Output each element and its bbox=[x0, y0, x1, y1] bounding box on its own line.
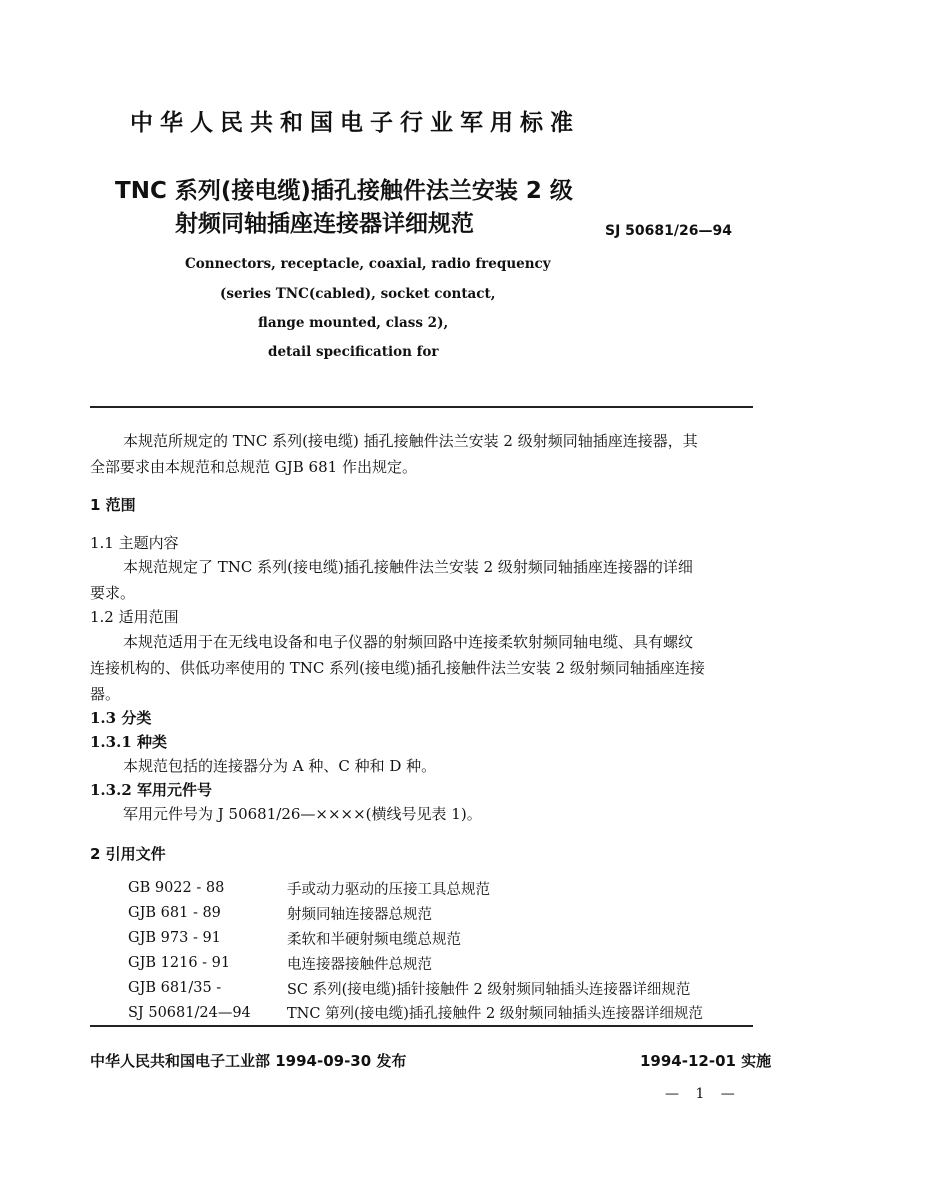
effective-date: 1994-12-01 实施 bbox=[640, 1052, 772, 1070]
reference-title: 柔软和半硬射频电缆总规范 bbox=[287, 932, 461, 948]
english-title-line-1: Connectors, receptacle, coaxial, radio frequency bbox=[185, 256, 551, 272]
reference-code: GJB 681 - 89 bbox=[128, 905, 221, 921]
section-1-3-heading: 1.3 分类 bbox=[90, 709, 152, 727]
section-1-2-text-line-3: 器。 bbox=[90, 685, 121, 703]
section-2-heading: 2 引用文件 bbox=[90, 845, 166, 863]
section-1-heading: 1 范围 bbox=[90, 496, 136, 514]
section-1-2-text-line-2: 连接机构的、供低功率使用的 TNC 系列(接电缆)插孔接触件法兰安装 2 级射频同轴插座连接 bbox=[90, 659, 705, 677]
page-number: — 1 — bbox=[665, 1086, 741, 1102]
reference-code: GJB 973 - 91 bbox=[128, 930, 221, 946]
intro-line-1: 本规范所规定的 TNC 系列(接电缆) 插孔接触件法兰安装 2 级射频同轴插座连接器，其 bbox=[123, 432, 698, 450]
section-1-3-2-heading: 1.3.2 军用元件号 bbox=[90, 781, 212, 799]
document-title-line-1: TNC 系列(接电缆)插孔接触件法兰安装 2 级 bbox=[115, 178, 573, 204]
issuer-and-release-date: 中华人民共和国电子工业部 1994-09-30 发布 bbox=[90, 1052, 407, 1070]
english-title-line-3: flange mounted, class 2), bbox=[258, 315, 449, 331]
english-title-line-2: (series TNC(cabled), socket contact, bbox=[220, 286, 496, 302]
section-1-3-2-text: 军用元件号为 J 50681/26—××××(横线号见表 1)。 bbox=[123, 805, 482, 823]
reference-code: SJ 50681/24—94 bbox=[128, 1005, 251, 1021]
section-1-2-heading: 1.2 适用范围 bbox=[90, 608, 179, 626]
standard-type-heading: 中华人民共和国电子行业军用标准 bbox=[130, 110, 580, 136]
intro-line-2: 全部要求由本规范和总规范 GJB 681 作出规定。 bbox=[90, 458, 417, 476]
reference-code: GJB 681/35 - bbox=[128, 980, 222, 996]
section-1-1-heading: 1.1 主题内容 bbox=[90, 534, 179, 552]
section-1-3-1-text: 本规范包括的连接器分为 A 种、C 种和 D 种。 bbox=[123, 757, 437, 775]
reference-code: GJB 1216 - 91 bbox=[128, 955, 231, 971]
reference-title: TNC 第列(接电缆)插孔接触件 2 级射频同轴插头连接器详细规范 bbox=[287, 1006, 703, 1022]
standard-code: SJ 50681/26—94 bbox=[605, 223, 732, 239]
footer-divider bbox=[90, 1025, 753, 1027]
document-title-line-2: 射频同轴插座连接器详细规范 bbox=[175, 211, 474, 237]
header-divider bbox=[90, 406, 753, 408]
english-title-line-4: detail specification for bbox=[268, 344, 439, 360]
section-1-1-text-line-1: 本规范规定了 TNC 系列(接电缆)插孔接触件法兰安装 2 级射频同轴插座连接器的详细 bbox=[123, 558, 693, 576]
reference-code: GB 9022 - 88 bbox=[128, 880, 225, 896]
section-1-3-1-heading: 1.3.1 种类 bbox=[90, 733, 167, 751]
reference-title: 电连接器接触件总规范 bbox=[287, 957, 432, 973]
reference-title: SC 系列(接电缆)插针接触件 2 级射频同轴插头连接器详细规范 bbox=[287, 982, 691, 998]
reference-title: 手或动力驱动的压接工具总规范 bbox=[287, 882, 490, 898]
section-1-2-text-line-1: 本规范适用于在无线电设备和电子仪器的射频回路中连接柔软射频同轴电缆、具有螺纹 bbox=[123, 633, 694, 651]
section-1-1-text-line-2: 要求。 bbox=[90, 584, 136, 602]
reference-title: 射频同轴连接器总规范 bbox=[287, 907, 432, 923]
